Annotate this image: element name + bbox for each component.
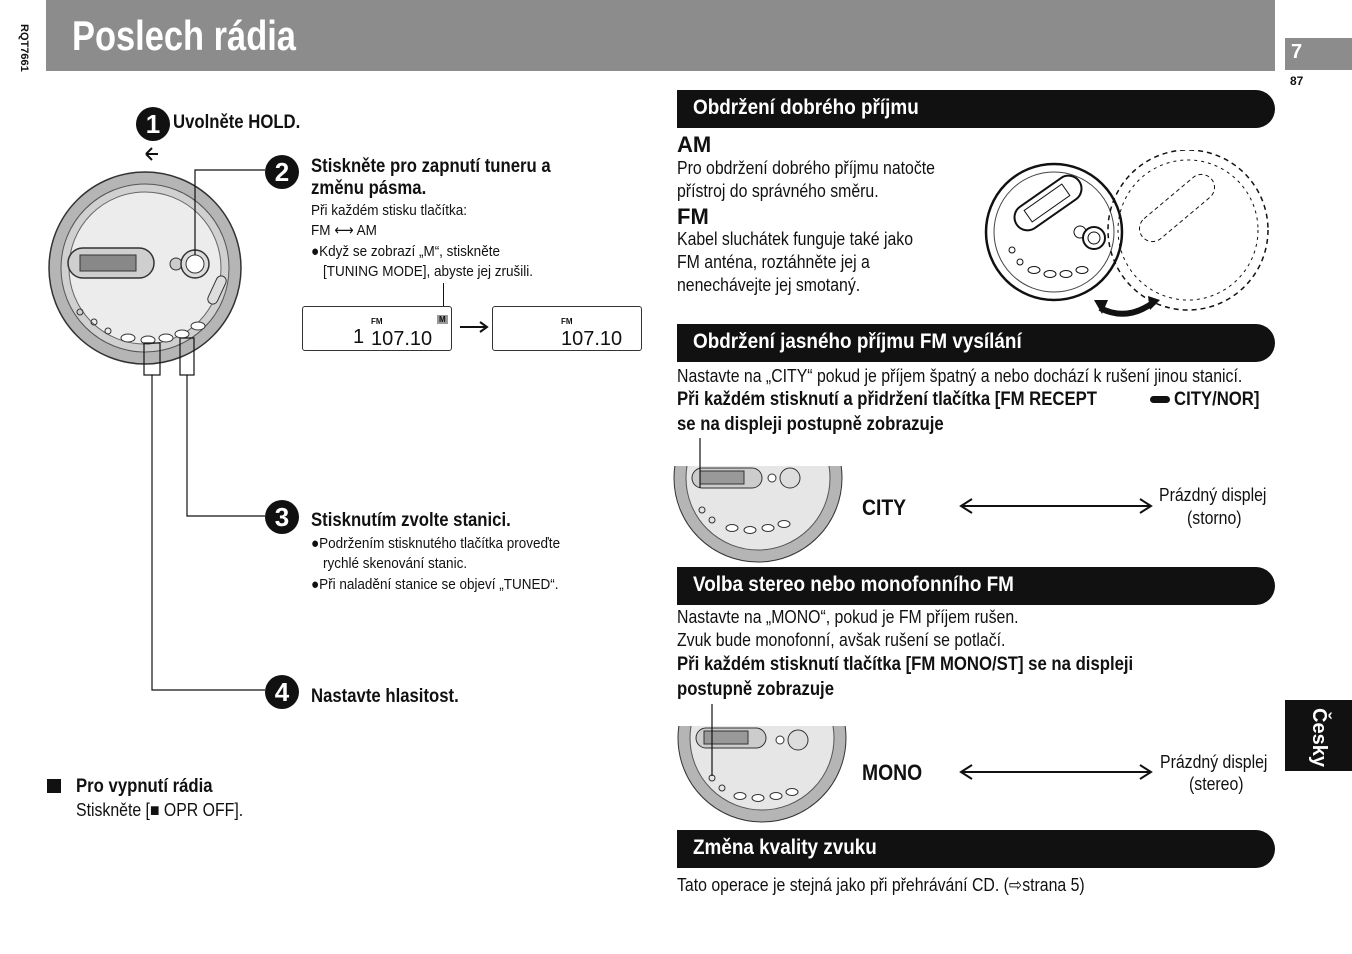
- lcd-display-1: [302, 306, 452, 351]
- double-arrow-icon: [958, 496, 1154, 516]
- city-alt-line1: Prázdný displej: [1159, 485, 1267, 505]
- fm-text-line: nenechávejte jej smotaný.: [677, 275, 861, 295]
- lcd-preset: 1: [353, 326, 365, 348]
- double-arrow-icon: [958, 762, 1154, 782]
- am-text-line: přístroj do správného směru.: [677, 181, 879, 201]
- fm-text-line: Kabel sluchátek funguje také jako: [677, 229, 914, 249]
- section-header-quality: [677, 830, 1275, 868]
- mono-label: MONO: [862, 760, 923, 785]
- step-2-title-line2: změnu pásma.: [311, 178, 427, 199]
- arrow-right-icon: [458, 320, 490, 334]
- section-header-reception: [677, 90, 1275, 128]
- section-title: Změna kvality zvuku: [693, 836, 877, 859]
- stereo-instruction-line1: Při každém stisknutí tlačítka [FM MONO/ST] se na displeji: [677, 654, 1134, 675]
- section-title: Volba stereo nebo monofonního FM: [693, 573, 1014, 596]
- cd-player-illustration: [40, 140, 280, 700]
- step-2-title-line1: Stiskněte pro zapnutí tuneru a: [311, 156, 551, 177]
- page-title: Poslech rádia: [72, 12, 296, 59]
- lcd-band: FM: [371, 317, 383, 326]
- step-3-line: rychlé skenování stanic.: [323, 555, 468, 572]
- cd-player-partial-mono: [676, 700, 848, 824]
- city-label: CITY: [862, 495, 907, 520]
- page-sub-number: 87: [1290, 74, 1304, 88]
- lcd-band: FM: [561, 317, 573, 326]
- step-1-number: 1: [136, 107, 170, 141]
- step-3-number: 3: [265, 500, 299, 534]
- fm-text-line: FM anténa, roztáhněte jej a: [677, 252, 870, 272]
- fm-heading: FM: [677, 204, 709, 229]
- step-2-line: [TUNING MODE], abyste jej zrušili.: [323, 263, 534, 280]
- rotate-player-illustration: [982, 150, 1276, 322]
- step-2-line: ●Když se zobrazí „M“, stiskněte: [311, 243, 500, 260]
- radio-off-title: Pro vypnutí rádia: [76, 776, 213, 797]
- step-3-title: Stisknutím zvolte stanici.: [311, 510, 511, 531]
- am-text-line: Pro obdržení dobrého příjmu natočte: [677, 158, 936, 178]
- lcd-frequency: 107.10: [371, 328, 433, 350]
- language-label: Česky: [1308, 708, 1330, 767]
- language-tab: [1285, 700, 1352, 771]
- mono-alt-line1: Prázdný displej: [1160, 752, 1268, 772]
- section-header-clear-fm: [677, 324, 1275, 362]
- square-bullet-icon: [47, 779, 61, 793]
- document-code: RQT7661: [18, 24, 30, 72]
- section-title: Obdržení jasného příjmu FM vysílání: [693, 330, 1022, 353]
- step-2-line: FM ⟷ AM: [311, 222, 377, 239]
- clear-fm-instruction-line2: se na displeji postupně zobrazuje: [677, 414, 944, 435]
- mono-alt-line2: (stereo): [1189, 774, 1244, 794]
- step-1-title: Uvolněte HOLD.: [173, 112, 301, 133]
- clear-fm-instruction-line1: Při každém stisknutí a přidržení tlačítka [FM RECEPT: [677, 389, 1097, 410]
- step-2-line: Při každém stisku tlačítka:: [311, 202, 468, 219]
- city-alt-line2: (storno): [1187, 508, 1242, 528]
- stereo-text-line: Nastavte na „MONO“, pokud je FM příjem rušen.: [677, 607, 1019, 627]
- lcd-mode: M: [439, 315, 446, 324]
- stereo-instruction-line2: postupně zobrazuje: [677, 679, 834, 700]
- step-2-number: 2: [265, 155, 299, 189]
- stereo-text-line: Zvuk bude monofonní, avšak rušení se potlačí.: [677, 630, 1006, 650]
- cd-player-partial-city: [672, 436, 844, 564]
- am-heading: AM: [677, 132, 712, 157]
- lcd-frequency: 107.10: [561, 328, 623, 350]
- section-title: Obdržení dobrého příjmu: [693, 96, 919, 119]
- lcd-display-2: [492, 306, 642, 351]
- step-4-number: 4: [265, 675, 299, 709]
- bar-icon: [1150, 396, 1170, 403]
- step-3-line: ●Při naladění stanice se objeví „TUNED“.: [311, 576, 559, 593]
- step-4-title: Nastavte hlasitost.: [311, 686, 459, 707]
- radio-off-text: Stiskněte [■ OPR OFF].: [76, 800, 244, 820]
- clear-fm-instruction-line1b: CITY/NOR]: [1174, 389, 1260, 410]
- quality-text: Tato operace je stejná jako při přehrávání CD. (⇨strana 5): [677, 875, 1085, 895]
- step-3-line: ●Podržením stisknutého tlačítka proveďte: [311, 535, 561, 552]
- section-header-stereo: [677, 567, 1275, 605]
- page-number-tab: [1285, 38, 1352, 70]
- clear-fm-text: Nastavte na „CITY“ pokud je příjem špatný a nebo dochází k rušení jinou stanicí.: [677, 366, 1243, 386]
- page-number: 7: [1291, 41, 1303, 63]
